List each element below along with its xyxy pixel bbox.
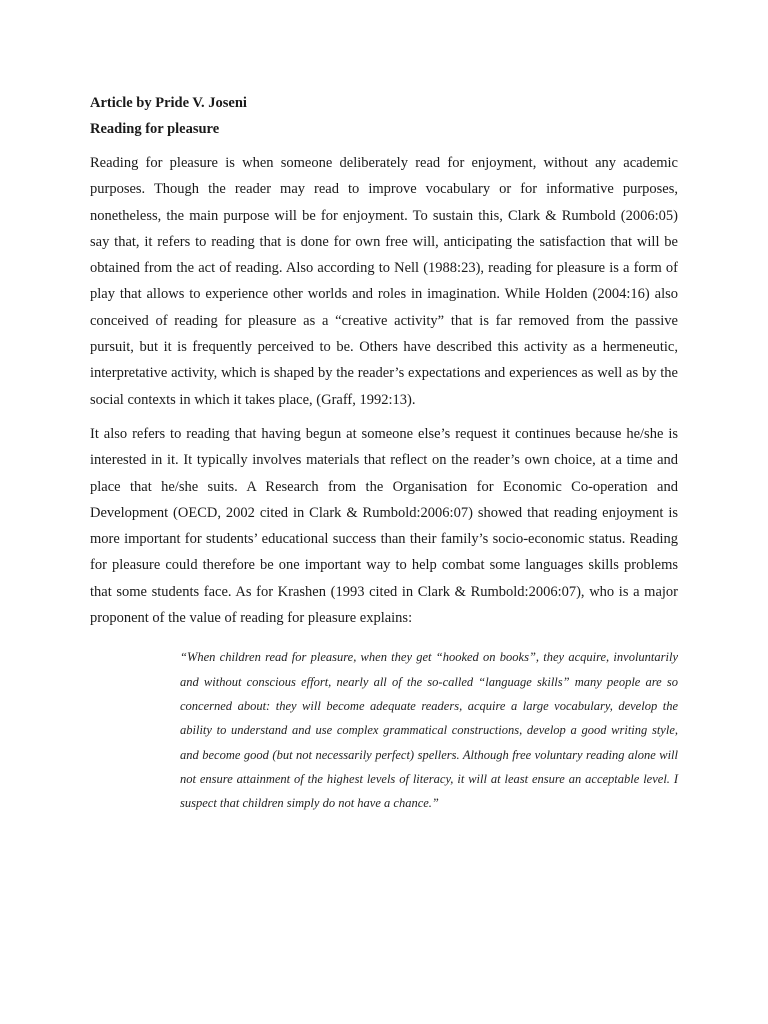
block-quote: “When children read for pleasure, when they get “hooked on books”, they acquire, involuntarily and without conscious effort, nearly all of the so-called “language skills” many people are so concerned about: they will become adequate readers, acquire a large vocabulary, develop the ability to understand and use complex grammatical constructions, develop a good writing style, and become good (but not necessarily perfect) spellers. Although free voluntary reading alone will not ensure attainment of the highest levels of literacy, it will at least ensure an acceptable level. I suspect that children simply do not have a chance.” — [180, 650, 678, 811]
article-title: Reading for pleasure — [90, 121, 220, 137]
body-paragraph-1: Reading for pleasure is when someone deliberately read for enjoyment, without any academic purposes. Though the reader may read to improve vocabulary or for informative purposes, nonetheless, the main purpose will be for enjoyment. To sustain this, Clark & Rumbold (2006:05) say that, it refers to reading that is done for own free will, anticipating the satisfaction that will be obtained from the act of reading. Also according to Nell (1988:23), reading for pleasure is a form of play that allows to experience other worlds and roles in imagination. While Holden (2004:16) also conceived of reading for pleasure as a “creative activity” that is far removed from the passive pursuit, but it is frequently perceived to be. Others have described this activity as a hermeneutic, interpretative activity, which is shaped by the reader’s expectations and experiences as well as by the social contexts in which it takes place, (Graff, 1992:13). — [90, 155, 678, 408]
body-paragraph-2: It also refers to reading that having begun at someone else’s request it continues because he/she is interested in it. It typically involves materials that reflect on the reader’s own choice, at a time and place that he/she suits. A Research from the Organisation for Economic Co-operation and Development (OECD, 2002 cited in Clark & Rumbold:2006:07) showed that reading enjoyment is more important for students’ educational success than their family’s socio-economic status. Reading for pleasure could therefore be one important way to help combat some languages skills problems that some students face. As for Krashen (1993 cited in Clark & Rumbold:2006:07), who is a major proponent of the value of reading for pleasure explains: — [90, 425, 678, 627]
document-page — [90, 90, 678, 815]
article-byline: Article by Pride V. Joseni — [90, 95, 247, 111]
